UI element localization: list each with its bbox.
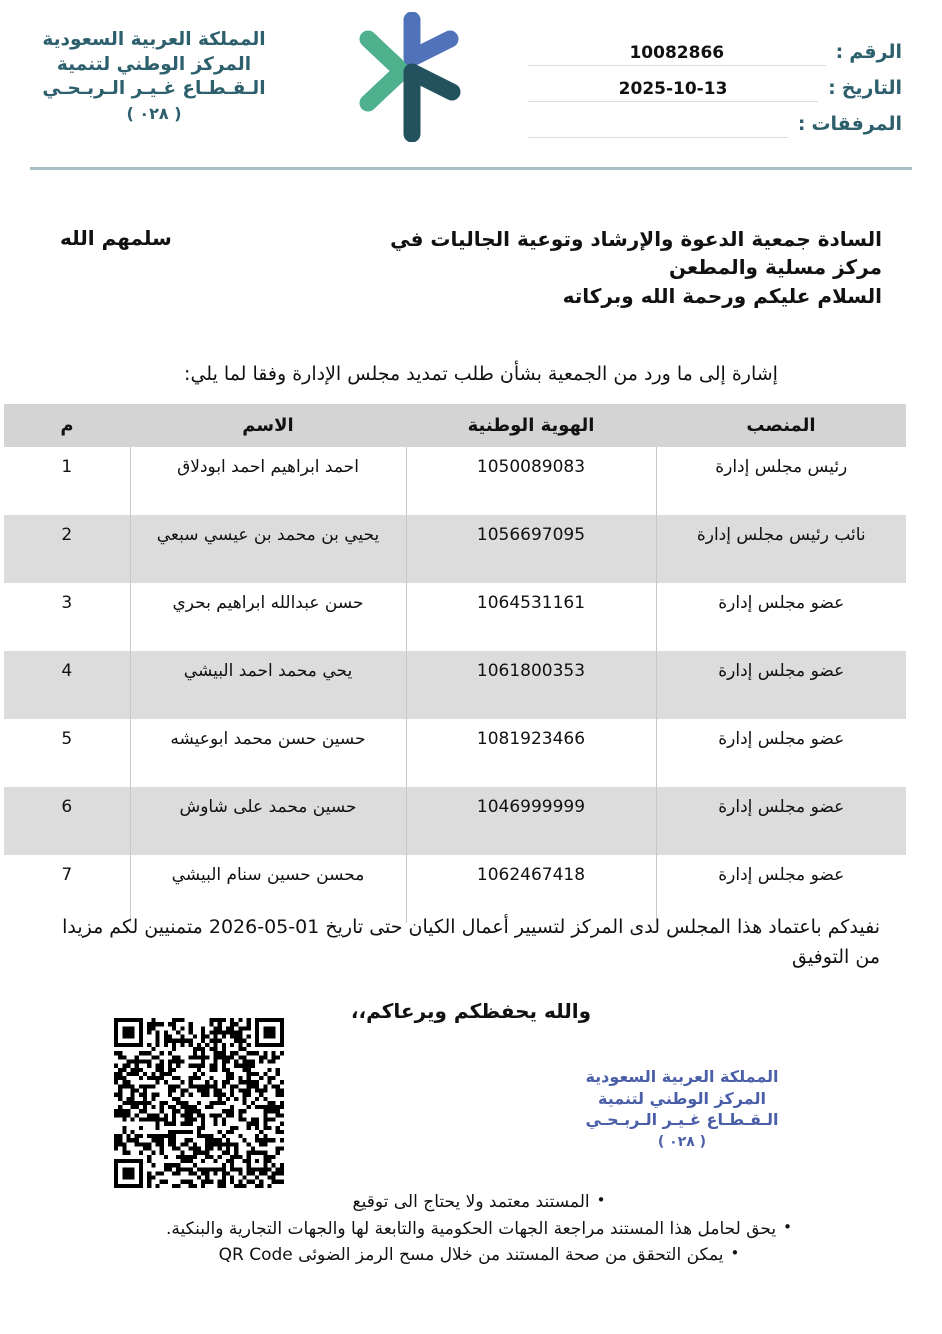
ncnp-logo-container — [320, 0, 500, 142]
cell-index: 5 — [4, 719, 130, 787]
table-header-name: الاسم — [130, 404, 406, 447]
closing-signoff: والله يحفظكم ويرعاكم،، — [350, 998, 592, 1023]
cell-index: 6 — [4, 787, 130, 855]
table-body — [4, 447, 906, 923]
salutation-greeting: سلمهم الله — [60, 226, 172, 250]
footer-brand-line-1: المملكة العربية السعودية — [585, 1067, 779, 1086]
cell-position: رئيس مجلس إدارة — [656, 447, 906, 515]
qr-code-block — [114, 1018, 284, 1188]
meta-value-date-field — [528, 79, 818, 102]
table-header-index: م — [4, 404, 130, 447]
document-meta-block — [500, 0, 942, 138]
cell-position: عضو مجلس إدارة — [656, 583, 906, 651]
meta-label-number: الرقم — [849, 41, 902, 63]
cell-name: حسين محمد على شاوش — [130, 787, 406, 855]
closing-block — [0, 912, 942, 1023]
cell-national-id: 1046999999 — [406, 787, 656, 855]
ncnp-logo-icon — [350, 12, 470, 142]
footer-brand-code: ( ٠٢٨ ) — [657, 1133, 707, 1150]
cell-national-id: 1064531161 — [406, 583, 656, 651]
cell-name: حسن عبدالله ابراهيم بحري — [130, 583, 406, 651]
cell-position: عضو مجلس إدارة — [656, 719, 906, 787]
cell-index: 7 — [4, 855, 130, 923]
cell-index: 4 — [4, 651, 130, 719]
document-header — [0, 0, 942, 160]
cell-name: احمد ابراهيم احمد ابودلاق — [130, 447, 406, 515]
cell-name: حسين حسن محمد ابوعيشه — [130, 719, 406, 787]
meta-row-attachments — [528, 102, 902, 138]
footer-note-text: يمكن التحقق من صحة المستند من خلال مسح الرمز الضوئى QR Code — [218, 1245, 724, 1266]
table-head — [4, 404, 906, 447]
bullet-icon: • — [730, 1244, 740, 1263]
closing-text-after: متمنيين لكم مزيدا من التوفيق — [62, 916, 880, 969]
footer-note-item — [40, 1190, 918, 1215]
board-members-table — [4, 404, 906, 923]
cell-position: عضو مجلس إدارة — [656, 651, 906, 719]
cell-national-id: 1050089083 — [406, 447, 656, 515]
cell-index: 1 — [4, 447, 130, 515]
table-header-position: المنصب — [656, 404, 906, 447]
footer-brand-text — [532, 1066, 832, 1153]
footer-brand-line-2: المركز الوطني لتنمية — [598, 1088, 766, 1108]
meta-row-number — [528, 30, 902, 66]
meta-colon-date: : — [828, 77, 836, 99]
document-verification-qr-code — [114, 1018, 284, 1188]
meta-label-attachments: المرفقات — [811, 113, 902, 135]
salutation-recipient: السادة جمعية الدعوة والإرشاد وتوعية الجاليات في مركز مسلية والمطعن — [390, 227, 882, 280]
header-brand-code: ( ٠٢٨ ) — [126, 103, 182, 123]
footer-note-item — [40, 1217, 918, 1242]
header-divider — [30, 167, 912, 170]
salutation-block — [0, 225, 942, 308]
table-row — [4, 719, 906, 787]
cell-name: يحي محمد احمد البيشي — [130, 651, 406, 719]
table-row — [4, 515, 906, 583]
cell-position: عضو مجلس إدارة — [656, 855, 906, 923]
footer-note-item — [40, 1243, 918, 1268]
bullet-icon: • — [783, 1217, 792, 1236]
table-row — [4, 787, 906, 855]
table-row — [4, 651, 906, 719]
closing-text-before: نفيدكم باعتماد هذا المجلس لدى المركز لتسيير أعمال الكيان حتى تاريخ — [325, 916, 880, 938]
meta-value-number: 10082866 — [629, 43, 725, 63]
cell-national-id: 1062467418 — [406, 855, 656, 923]
cell-national-id: 1081923466 — [406, 719, 656, 787]
header-brand-line-2: المركز الوطني لتنمية — [56, 53, 252, 75]
meta-colon-number: : — [835, 41, 844, 63]
meta-colon-attachments: : — [797, 113, 806, 135]
cell-index: 3 — [4, 583, 130, 651]
header-brand-text — [0, 0, 320, 126]
salutation-salam: السلام عليكم ورحمة الله وبركاته — [562, 283, 882, 308]
header-brand-line-3: الـقـطـاع غـيـر الـربـحـي — [42, 78, 266, 100]
table-row — [4, 447, 906, 515]
cell-index: 2 — [4, 515, 130, 583]
closing-paragraph — [62, 912, 880, 973]
meta-value-attachments-field — [528, 116, 788, 138]
bullet-icon: • — [596, 1191, 606, 1209]
closing-expiry-date: 2026-05-01 — [208, 916, 320, 938]
header-brand-line-1: المملكة العربية السعودية — [42, 29, 266, 50]
table-header-national-id: الهوية الوطنية — [406, 404, 656, 447]
footer-notes-list — [0, 1190, 942, 1270]
footer-brand-line-3: الـقـطـاع غـيـر الـربـحـي — [585, 1110, 779, 1130]
cell-national-id: 1056697095 — [406, 515, 656, 583]
table-header-row — [4, 404, 906, 447]
cell-name: يحيي بن محمد بن عيسي سبعي — [130, 515, 406, 583]
intro-paragraph: إشارة إلى ما ورد من الجمعية بشأن طلب تمديد مجلس الإدارة وفقا لما يلي: — [184, 363, 778, 385]
meta-label-date: التاريخ — [841, 77, 902, 99]
salutation-recipient-row — [60, 225, 882, 282]
footer-note-text: يحق لحامل هذا المستند مراجعة الجهات الحكومية والتابعة لها والجهات التجارية والبنكية. — [166, 1218, 777, 1239]
table-row — [4, 583, 906, 651]
cell-position: نائب رئيس مجلس إدارة — [656, 515, 906, 583]
cell-national-id: 1061800353 — [406, 651, 656, 719]
meta-row-date — [528, 66, 902, 102]
meta-value-date: 2025-10-13 — [618, 79, 728, 99]
meta-value-number-field — [528, 43, 826, 66]
footer-note-text: المستند معتمد ولا يحتاج الى توقيع — [352, 1192, 590, 1212]
cell-name: محسن حسين سنام البيشي — [130, 855, 406, 923]
cell-position: عضو مجلس إدارة — [656, 787, 906, 855]
